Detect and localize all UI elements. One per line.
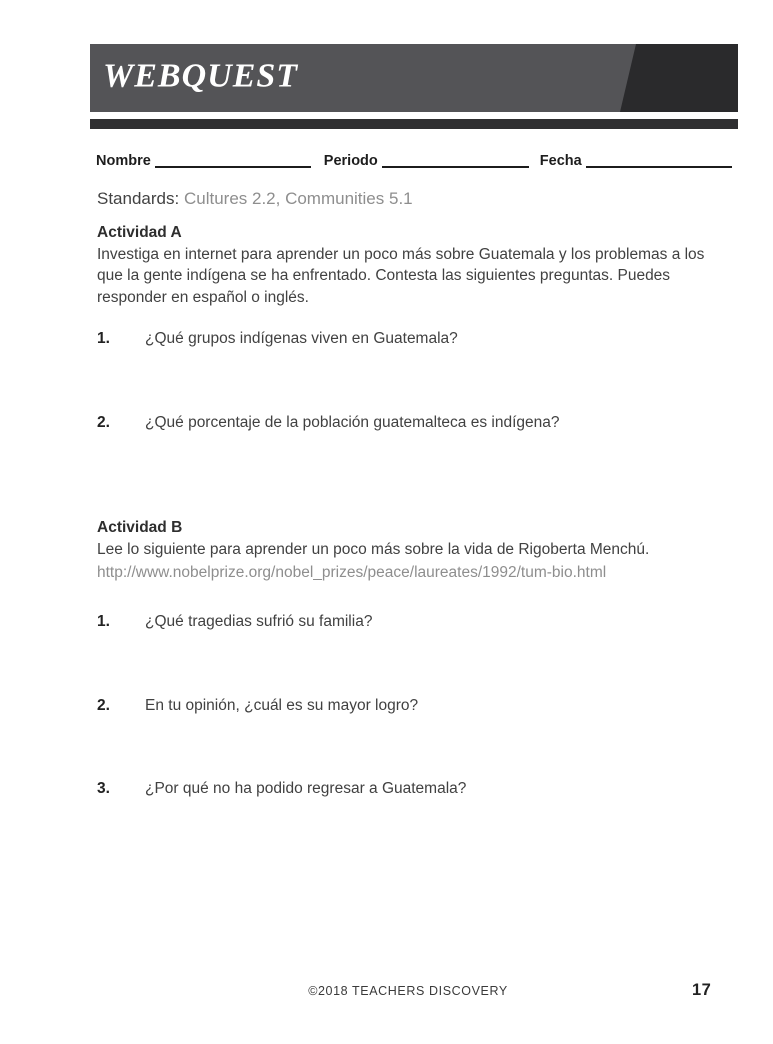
- header-banner: [90, 44, 738, 112]
- actividad-b-heading: Actividad B: [97, 518, 183, 536]
- page-title: WEBQUEST: [103, 57, 299, 95]
- banner-corner-shape: [620, 44, 738, 112]
- question-a2: [97, 412, 773, 433]
- copyright-text: ©2018 TEACHERS DISCOVERY: [308, 984, 508, 998]
- question-number: 2.: [97, 413, 110, 431]
- student-info-row: [96, 153, 735, 169]
- nombre-blank-field: [155, 154, 311, 168]
- question-text: En tu opinión, ¿cuál es su mayor logro?: [145, 697, 419, 715]
- header-divider-bar: [90, 119, 738, 129]
- actividad-a-instructions: Investiga en internet para aprender un poco más sobre Guatemala y los problemas a los que la gente indígena se ha enfrentado. Contesta las siguientes preguntas. Puedes responder en español o inglés.: [97, 246, 705, 306]
- question-number: 3.: [97, 780, 110, 798]
- page-number: 17: [692, 981, 712, 999]
- periodo-blank-field: [382, 154, 529, 168]
- question-number: 1.: [97, 329, 110, 347]
- actividad-b-section: [0, 517, 773, 799]
- actividad-b-instructions: Lee lo siguiente para aprender un poco más sobre la vida de Rigoberta Menchú.: [97, 540, 650, 558]
- actividad-a-section: [0, 222, 773, 433]
- question-number: 1.: [97, 613, 110, 631]
- standards-line: [97, 188, 773, 210]
- resource-url-link[interactable]: http://www.nobelprize.org/nobel_prizes/peace/laureates/1992/tum-bio.html: [97, 564, 607, 582]
- question-text: ¿Por qué no ha podido regresar a Guatemala?: [145, 780, 467, 798]
- nombre-label: Nombre: [96, 153, 151, 169]
- periodo-label: Periodo: [323, 153, 378, 169]
- fecha-blank-field: [586, 154, 732, 168]
- question-text: ¿Qué tragedias sufrió su familia?: [145, 613, 373, 631]
- standards-value: Cultures 2.2, Communities 5.1: [183, 189, 413, 208]
- question-number: 2.: [97, 697, 110, 715]
- question-a1: [97, 328, 773, 349]
- question-text: ¿Qué grupos indígenas viven en Guatemala?: [145, 329, 458, 347]
- question-b3: [97, 778, 773, 799]
- question-b1: [97, 611, 773, 632]
- question-text: ¿Qué porcentaje de la población guatemalteca es indígena?: [145, 413, 560, 431]
- standards-label: Standards:: [97, 189, 180, 208]
- actividad-a-heading: Actividad A: [97, 224, 182, 241]
- fecha-label: Fecha: [539, 153, 582, 169]
- question-b2: [97, 695, 773, 716]
